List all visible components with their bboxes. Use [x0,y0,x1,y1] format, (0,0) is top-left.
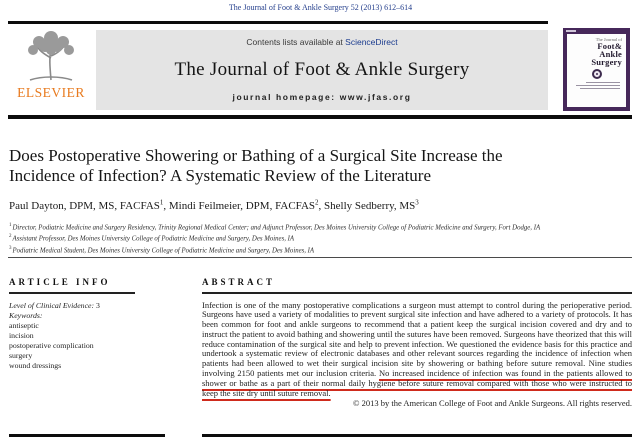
article-info-heading: ARTICLE INFO [9,277,111,287]
author-affiliation-ref: 3 [415,198,419,206]
evidence-level-line [9,301,165,311]
abstract-heading-rule [202,292,632,294]
author-affiliation-ref: 2 [315,198,319,206]
journal-cover-thumbnail[interactable] [563,28,630,111]
affiliations-divider-rule [8,257,632,258]
copyright-line: © 2013 by the American College of Foot and Ankle Surgeons. All rights reserved. [353,398,632,409]
keyword: postoperative complication [9,340,94,350]
affiliation-text: Podiatric Medical Student, Des Moines University College of Podiatric Medicine and Surgery, Des Moines, IA [12,246,315,254]
contents-line [246,37,397,47]
cover-fineprint-line [586,82,620,83]
evidence-level-label: Level of Clinical Evidence: [9,300,95,310]
author-affiliation-ref: 1 [159,198,164,206]
author-name: Mindi Feilmeier, DPM, FACFAS [168,199,316,212]
elsevier-logo[interactable] [8,28,94,112]
keywords-label: Keywords: [9,310,43,320]
author-separator: , [318,199,325,212]
article-info-column [9,277,165,371]
cover-title-line: Ankle [599,49,622,59]
affiliation-line [9,232,633,243]
sciencedirect-link[interactable]: ScienceDirect [345,37,398,47]
cover-emblem-icon [592,69,602,79]
abstract-bottom-rule [202,434,632,437]
header-top-rule [8,21,548,24]
author-name: Shelly Sedberry, MS [324,199,416,212]
affiliation-number: 1 [9,223,12,228]
elsevier-tree-icon [8,28,94,84]
cover-title-line: Surgery [591,57,622,67]
affiliation-line [9,244,633,255]
keywords-list [9,321,165,371]
abstract-text [202,301,632,399]
affiliation-number: 3 [9,245,12,251]
elsevier-wordmark: ELSEVIER [17,85,85,100]
homepage-line [233,92,412,102]
homepage-label: journal homepage: [232,92,340,102]
article-info-heading-rule [9,292,135,294]
author-line [9,198,419,212]
keyword: antiseptic [9,320,39,330]
keyword: surgery [9,350,33,360]
affiliation-text: Director, Podiatric Medicine and Surgery Residency, Trinity Regional Medical Center; and Adjunct Professor, Des Moines University College of Podiatric Medicine and Surgery, Fort Dodge, IA [12,224,541,232]
journal-banner-title: The Journal of Foot & Ankle Surgery [174,58,470,80]
cover-masthead: The Journal of [595,37,622,42]
author-separator: , [163,199,169,212]
keyword: incision [9,330,34,340]
author-name: Paul Dayton, DPM, MS, FACFAS [9,199,160,212]
abstract-main-text: Infection is one of the many postoperative complications a surgeon must attempt to control during the perioperative period. Surgeons have used a variety of modalities to prevent surgical site infection and have adhered to a variety of protocols. It has been common for foot and ankle surgeons to recommend that a patient keep the surgical incision covered and dry and to instruct the patient to avoid bathing and showering until the sutures have been removed. Surgeons have theorized that this will reduce contamination of the surgical site and help to prevent infection. We questioned the evidence basis for this practice and undertook a systematic review of electronic databases and other relevant sources regarding the incidence of infection when patients had been allowed to wet their surgical incision site by showering or bathing before suture removal. Nine studies involving 2150 patients met our inclusion criteria. [202,299,632,379]
article-title: Does Postoperative Showering or Bathing of a Surgical Site Increase the Incidence of Infection? A Systematic Review of the Literature [9,146,503,185]
cover-fineprint-line [580,88,620,89]
author [9,200,169,212]
author [169,200,324,212]
affiliation-line [9,221,633,232]
journal-banner [96,30,548,110]
cover-issue-mark [566,30,576,32]
affiliation-text: Assistant Professor, Des Moines University College of Podiatric Medicine and Surgery, Des Moines, IA [12,235,295,243]
abstract-column [202,277,632,409]
keyword: wound dressings [9,360,62,370]
cover-fineprint-line [576,85,620,86]
contents-prefix: Contents lists available at [246,37,346,47]
evidence-level-value: 3 [96,300,100,310]
article-info-bottom-rule [9,434,165,437]
page-citation: The Journal of Foot & Ankle Surgery 52 (2013) 612–614 [228,3,413,12]
cover-title-line: Foot& [597,41,622,51]
journal-homepage-link[interactable]: www.jfas.org [339,92,412,102]
author [324,200,419,212]
header-bottom-rule [8,115,632,119]
cover-title [571,42,622,66]
abstract-heading: ABSTRACT [202,277,276,287]
affiliations-block [9,221,633,255]
affiliation-number: 2 [9,234,12,240]
abstract-red-underlined-text: No increased incidence of infection was found in the patients allowed to shower or bathe as a part of their normal daily hygiene before suture removal compared with those who were instructed to keep the site dry until suture removal. [202,368,632,398]
cover-inner-panel [567,34,626,107]
